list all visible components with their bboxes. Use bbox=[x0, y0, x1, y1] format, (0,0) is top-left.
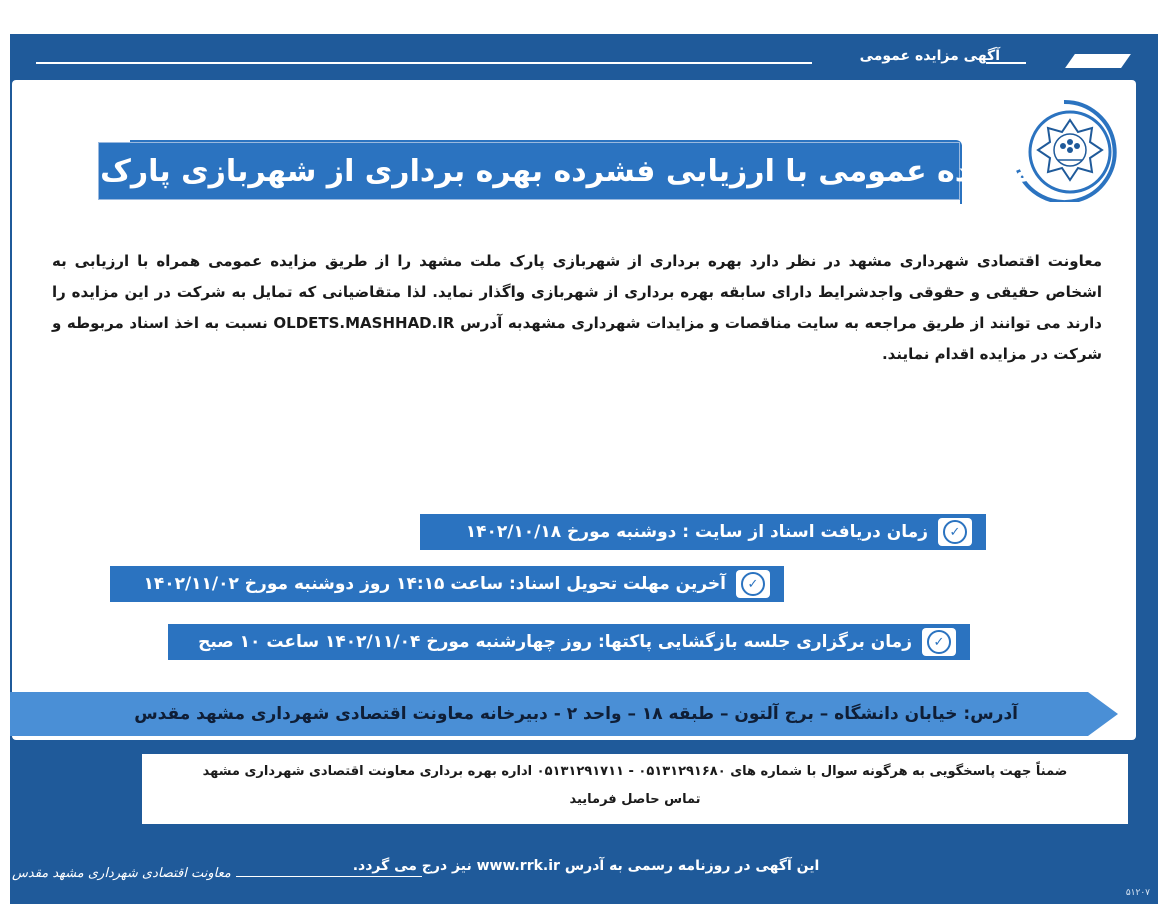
address-banner bbox=[10, 692, 1088, 736]
check-circle-icon: ✓ bbox=[736, 570, 770, 598]
schedule-text: زمان دریافت اسناد از سایت : دوشنبه مورخ ۱۴۰۲/۱۰/۱۸ bbox=[465, 522, 928, 542]
header-slash-decoration bbox=[1065, 54, 1131, 68]
official-newspaper-notice: این آگهی در روزنامه رسمی به آدرس www.rrk.ir نیز درج می گردد. bbox=[352, 858, 820, 874]
top-rule-left bbox=[36, 62, 812, 64]
signature-rule bbox=[236, 876, 422, 877]
check-circle-icon: ✓ bbox=[922, 628, 956, 656]
schedule-item-documents-receipt bbox=[420, 514, 986, 550]
schedule-text: آخرین مهلت تحویل اسناد: ساعت ۱۴:۱۵ روز دوشنبه مورخ ۱۴۰۲/۱۱/۰۲ bbox=[143, 574, 726, 594]
issuer-signature: معاونت اقتصادی شهرداری مشهد مقدس bbox=[12, 866, 231, 881]
announcement-paragraph: معاونت اقتصادی شهرداری مشهد در نظر دارد بهره برداری از شهربازی پارک ملت مشهد را از طریق مزایده عمومی همراه با ارزیابی به اشخاص حقیقی و حقوقی واجدشرایط دارای سابقه بهره برداری از شهربازی واگذار نماید. لذا متقاضیانی که تمایل به شرکت در این مزایده را دارند می توانند از طریق مراجعه به سایت مناقصات و مزایدات شهرداری مشهدبه آدرس OLDETS.MASHHAD.IR نسبت به اخذ اسناد مربوطه و شرکت در مزایده اقدام نمایند. bbox=[52, 252, 1102, 363]
schedule-item-submission-deadline bbox=[110, 566, 784, 602]
title-banner bbox=[27, 142, 1031, 200]
contact-note-line: ضمناً جهت پاسخگویی به هرگونه سوال با شماره های ۰۵۱۳۱۲۹۱۶۸۰ - ۰۵۱۳۱۲۹۱۷۱۱ اداره بهره برداری معاونت اقتصادی شهرداری مشهد bbox=[202, 764, 1068, 779]
check-circle-icon: ✓ bbox=[938, 518, 972, 546]
ad-type-label: آگهی مزایده عمومی bbox=[859, 48, 1000, 64]
schedule-text: زمان برگزاری جلسه بازگشایی پاکتها: روز چهارشنبه مورخ ۱۴۰۲/۱۱/۰۴ ساعت ۱۰ صبح bbox=[198, 632, 912, 652]
contact-note bbox=[142, 754, 1128, 824]
address-text: آدرس: خیابان دانشگاه – برج آلتون – طبقه ۱۸ – واحد ۲ - دبیرخانه معاونت اقتصادی شهرداری مشهد مقدس bbox=[134, 704, 1018, 724]
schedule-item-opening-session bbox=[168, 624, 970, 660]
ad-code: ۵۱۲۰۷ bbox=[1125, 888, 1150, 898]
contact-note-line: تماس حاصل فرمایید bbox=[569, 792, 701, 807]
auction-title: مزایده عمومی با ارزیابی فشرده بهره برداری از شهربازی پارک ملت bbox=[27, 153, 1031, 189]
